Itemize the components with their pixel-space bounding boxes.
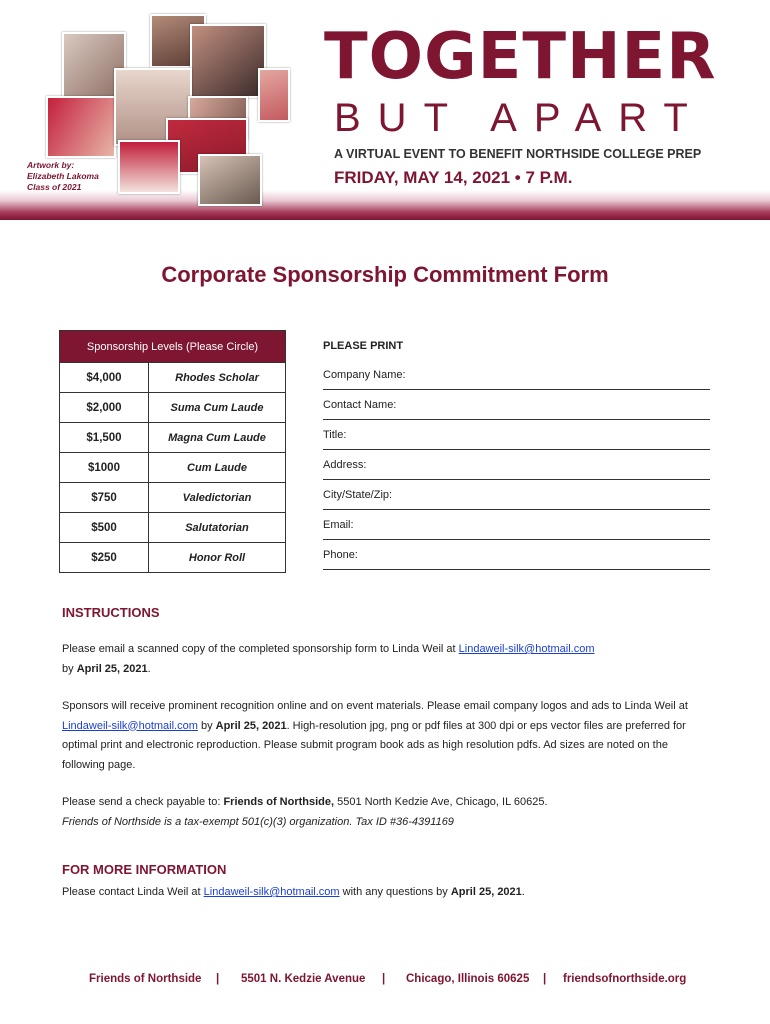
- level-amount: $1000: [60, 453, 149, 483]
- instructions-paragraph-2: [62, 697, 692, 775]
- deadline-date: April 25, 2021: [215, 719, 287, 732]
- level-amount: $750: [60, 483, 149, 513]
- level-row[interactable]: [60, 363, 286, 393]
- footer-city: Chicago, Illinois 60625: [406, 973, 530, 985]
- footer-org: Friends of Northside: [89, 973, 202, 985]
- level-name: Suma Cum Laude: [149, 393, 286, 423]
- address-field[interactable]: Address:: [323, 450, 710, 480]
- company-name-field[interactable]: Company Name:: [323, 360, 710, 390]
- event-title-together: TOGETHER: [324, 20, 717, 94]
- text: by: [62, 662, 77, 675]
- event-title-but-apart: BUT APART: [334, 96, 705, 140]
- email-link[interactable]: Lindaweil-silk@hotmail.com: [458, 643, 595, 655]
- deadline-date: April 25, 2021: [76, 662, 148, 675]
- level-amount: $1,500: [60, 423, 149, 453]
- text: by: [197, 719, 216, 732]
- email-link[interactable]: Lindaweil-silk@hotmail.com: [62, 719, 198, 732]
- artwork-credit-line: Class of 2021: [27, 182, 82, 192]
- more-info-paragraph: [62, 883, 692, 903]
- level-row[interactable]: [60, 483, 286, 513]
- level-name: Cum Laude: [149, 453, 286, 483]
- footer-address: 5501 N. Kedzie Avenue: [241, 973, 366, 985]
- text: .: [521, 886, 525, 898]
- instructions-paragraph-3: [62, 793, 692, 832]
- print-fields-block: [323, 332, 710, 570]
- level-row[interactable]: [60, 423, 286, 453]
- artwork-credit-line: Elizabeth Lakoma: [27, 171, 99, 181]
- city-state-zip-field[interactable]: City/State/Zip:: [323, 480, 710, 510]
- footer-website[interactable]: friendsofnorthside.org: [563, 973, 687, 985]
- level-amount: $4,000: [60, 363, 149, 393]
- footer-separator: |: [216, 973, 220, 985]
- text: Sponsors will receive prominent recognition online and on event materials. Please email company logos and ads to Linda Weil at: [62, 700, 688, 712]
- header-banner: [0, 0, 770, 222]
- footer-separator: |: [543, 973, 547, 985]
- level-amount: $250: [60, 543, 149, 573]
- level-amount: $500: [60, 513, 149, 543]
- artwork-credit-line: Artwork by:: [27, 160, 75, 170]
- text: with any questions by: [339, 886, 451, 898]
- text: 5501 North Kedzie Ave, Chicago, IL 60625.: [334, 796, 548, 808]
- event-date: FRIDAY, MAY 14, 2021 • 7 P.M.: [334, 168, 573, 187]
- level-row[interactable]: [60, 513, 286, 543]
- email-link[interactable]: Lindaweil-silk@hotmail.com: [203, 886, 340, 898]
- footer-separator: |: [382, 973, 386, 985]
- please-print-heading: PLEASE PRINT: [323, 340, 404, 352]
- contact-name-field[interactable]: Contact Name:: [323, 390, 710, 420]
- level-row[interactable]: [60, 453, 286, 483]
- level-row[interactable]: [60, 393, 286, 423]
- level-name: Salutatorian: [149, 513, 286, 543]
- footer: [0, 973, 770, 991]
- text: .: [147, 662, 151, 675]
- text: Please contact Linda Weil at: [62, 886, 204, 898]
- text: Please email a scanned copy of the completed sponsorship form to Linda Weil at: [62, 643, 459, 655]
- artwork-credit: [27, 160, 99, 193]
- level-row[interactable]: [60, 543, 286, 573]
- event-subtitle: A VIRTUAL EVENT TO BENEFIT NORTHSIDE COLLEGE PREP: [334, 147, 702, 161]
- payee-name: Friends of Northside,: [223, 796, 335, 808]
- instructions-heading: INSTRUCTIONS: [62, 605, 160, 620]
- form-title: Corporate Sponsorship Commitment Form: [161, 262, 609, 287]
- level-name: Magna Cum Laude: [149, 423, 286, 453]
- level-name: Valedictorian: [149, 483, 286, 513]
- level-name: Rhodes Scholar: [149, 363, 286, 393]
- sponsorship-levels-table: [59, 330, 286, 573]
- phone-field[interactable]: Phone:: [323, 540, 710, 570]
- instructions-paragraph-1: [62, 640, 692, 679]
- levels-table-header: Sponsorship Levels (Please Circle): [60, 331, 286, 363]
- text: Please send a check payable to:: [62, 796, 224, 808]
- deadline-date: April 25, 2021: [450, 886, 522, 898]
- level-name: Honor Roll: [149, 543, 286, 573]
- email-field[interactable]: Email:: [323, 510, 710, 540]
- text: . High-resolution jpg, png or pdf files at 300 dpi or eps vector files are preferred for optimal print and electronic reproduction. Please submit program book ads as high resolution pdfs. Ad sizes are noted on the following page.: [62, 719, 686, 771]
- more-info-heading: FOR MORE INFORMATION: [62, 862, 227, 877]
- level-amount: $2,000: [60, 393, 149, 423]
- title-field[interactable]: Title:: [323, 420, 710, 450]
- tax-exempt-note: Friends of Northside is a tax-exempt 501(c)(3) organization. Tax ID #36-4391169: [62, 815, 454, 828]
